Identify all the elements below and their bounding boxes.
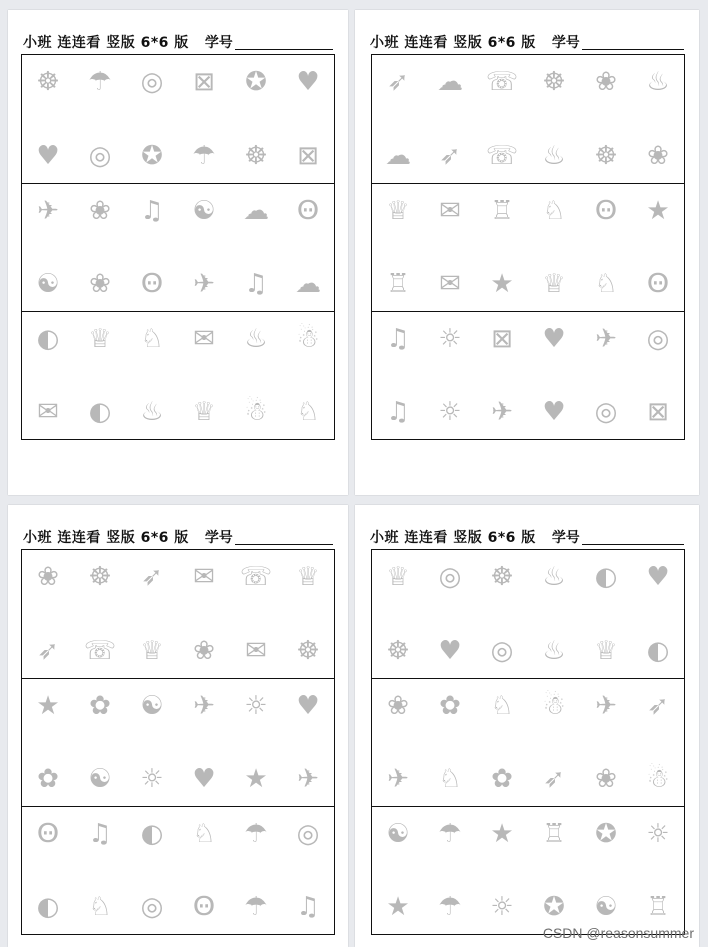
matching-section — [22, 678, 334, 806]
halfmoon-icon[interactable]: ◐ — [88, 397, 112, 427]
icon-row-bottom — [376, 634, 680, 668]
heart-icon[interactable]: ♥ — [438, 636, 462, 666]
flower-icon[interactable]: ❀ — [89, 269, 111, 299]
umbrella-icon[interactable]: ☂ — [244, 892, 268, 922]
note-icon[interactable]: ♫ — [296, 892, 320, 922]
arrow-icon[interactable]: ➶ — [37, 636, 59, 666]
wheel-icon[interactable]: ☸ — [88, 562, 112, 592]
star-badge-icon[interactable]: ✪ — [595, 819, 617, 849]
note-icon[interactable]: ♫ — [88, 819, 112, 849]
sun-icon[interactable]: ☼ — [490, 892, 514, 922]
mail-icon[interactable]: ✉ — [439, 196, 461, 226]
flower-icon[interactable]: ❀ — [647, 141, 669, 171]
worksheet-header — [23, 30, 333, 52]
icon-row-top — [26, 817, 330, 851]
crown-icon[interactable]: ♕ — [542, 269, 566, 299]
icon-row-top — [26, 194, 330, 228]
wheel-icon[interactable]: ☸ — [542, 67, 566, 97]
icon-row-bottom — [376, 395, 680, 429]
matching-grid — [371, 549, 685, 935]
star-icon[interactable]: ★ — [36, 691, 60, 721]
matching-section — [372, 550, 684, 678]
ring-icon[interactable]: ◎ — [646, 324, 670, 354]
star-icon[interactable]: ★ — [490, 819, 514, 849]
halfmoon-icon[interactable]: ◐ — [594, 562, 618, 592]
sun-icon[interactable]: ☼ — [244, 691, 268, 721]
snowman-icon[interactable]: ☃ — [296, 324, 320, 354]
halfmoon-icon[interactable]: ◐ — [36, 324, 60, 354]
icon-row-bottom — [26, 139, 330, 173]
knight-icon[interactable]: ♘ — [594, 269, 618, 299]
star-badge-icon[interactable]: ✪ — [543, 892, 565, 922]
ring-icon[interactable]: ◎ — [296, 819, 320, 849]
matching-section — [22, 806, 334, 934]
student-id-label: 学号 — [204, 530, 233, 546]
icon-row-top — [376, 322, 680, 356]
matching-section — [22, 311, 334, 439]
worksheet-header — [370, 525, 684, 547]
cloud-icon[interactable]: ☁ — [385, 141, 411, 171]
phone-icon[interactable]: ☏ — [83, 636, 117, 666]
plane-icon[interactable]: ✈ — [193, 269, 215, 299]
halfmoon-icon[interactable]: ◐ — [36, 892, 60, 922]
flower2-icon[interactable]: ✿ — [37, 764, 59, 794]
hotspring-icon[interactable]: ♨ — [140, 397, 164, 427]
icon-row-bottom — [376, 139, 680, 173]
heart-icon[interactable]: ♥ — [192, 764, 216, 794]
plane-icon[interactable]: ✈ — [491, 397, 513, 427]
worksheet-title: 小班 连连看 竖版 6*6 版 — [370, 35, 536, 51]
umbrella-icon[interactable]: ☂ — [192, 141, 216, 171]
matching-section — [372, 806, 684, 934]
flower2-icon[interactable]: ✿ — [491, 764, 513, 794]
sun-icon[interactable]: ☼ — [438, 324, 462, 354]
note-icon[interactable]: ♫ — [140, 196, 164, 226]
icon-row-top — [26, 560, 330, 594]
plane-icon[interactable]: ✈ — [193, 691, 215, 721]
flower2-icon[interactable]: ✿ — [439, 691, 461, 721]
snowman-icon[interactable]: ☃ — [244, 397, 268, 427]
knight-icon[interactable]: ♘ — [88, 892, 112, 922]
watermark: CSDN @reasonsummer — [542, 925, 694, 941]
box-icon[interactable]: ⊠ — [491, 324, 513, 354]
flower-icon[interactable]: ❀ — [193, 636, 215, 666]
plane-icon[interactable]: ✈ — [297, 764, 319, 794]
icon-row-bottom — [26, 762, 330, 796]
icon-row-bottom — [26, 395, 330, 429]
wheel-icon[interactable]: ☸ — [490, 562, 514, 592]
note-icon[interactable]: ♫ — [386, 397, 410, 427]
hotspring-icon[interactable]: ♨ — [542, 141, 566, 171]
matching-section — [372, 678, 684, 806]
mail-icon[interactable]: ✉ — [439, 269, 461, 299]
knight-icon[interactable]: ♘ — [438, 764, 462, 794]
worksheet-page-3 — [8, 505, 348, 947]
heart-icon[interactable]: ♥ — [542, 397, 566, 427]
icon-row-top — [26, 65, 330, 99]
icon-row-bottom — [26, 634, 330, 668]
wheel-icon[interactable]: ☸ — [594, 141, 618, 171]
umbrella-icon[interactable]: ☂ — [438, 892, 462, 922]
knot-icon[interactable]: Ꙫ — [192, 892, 216, 922]
wheel-icon[interactable]: ☸ — [386, 636, 410, 666]
star-icon[interactable]: ★ — [386, 892, 410, 922]
phone-icon[interactable]: ☏ — [485, 141, 519, 171]
rook-icon[interactable]: ♖ — [490, 196, 514, 226]
knot-icon[interactable]: Ꙫ — [646, 269, 670, 299]
hotspring-icon[interactable]: ♨ — [542, 562, 566, 592]
rook-icon[interactable]: ♖ — [386, 269, 410, 299]
heart-icon[interactable]: ♥ — [646, 562, 670, 592]
hotspring-icon[interactable]: ♨ — [244, 324, 268, 354]
icon-row-top — [376, 560, 680, 594]
crown-icon[interactable]: ♕ — [594, 636, 618, 666]
icon-row-top — [376, 689, 680, 723]
student-id-label: 学号 — [551, 35, 580, 51]
plane-icon[interactable]: ✈ — [387, 764, 409, 794]
knight-icon[interactable]: ♘ — [192, 819, 216, 849]
flower-icon[interactable]: ❀ — [37, 562, 59, 592]
matching-grid — [21, 54, 335, 440]
student-id-blank[interactable] — [582, 49, 684, 50]
worksheet-title: 小班 连连看 竖版 6*6 版 — [23, 530, 189, 546]
phone-icon[interactable]: ☏ — [485, 67, 519, 97]
ring-icon[interactable]: ◎ — [594, 397, 618, 427]
note-icon[interactable]: ♫ — [244, 269, 268, 299]
umbrella-icon[interactable]: ☂ — [438, 819, 462, 849]
matching-section — [22, 183, 334, 311]
mail-icon[interactable]: ✉ — [37, 397, 59, 427]
ring-icon[interactable]: ◎ — [490, 636, 514, 666]
halfmoon-icon[interactable]: ◐ — [140, 819, 164, 849]
worksheet-title: 小班 连连看 竖版 6*6 版 — [23, 35, 189, 51]
icon-row-bottom — [376, 267, 680, 301]
yinyang-icon[interactable]: ☯ — [386, 819, 410, 849]
yinyang-icon[interactable]: ☯ — [140, 691, 164, 721]
heart-icon[interactable]: ♥ — [296, 691, 320, 721]
arrow-icon[interactable]: ➶ — [439, 141, 461, 171]
plane-icon[interactable]: ✈ — [37, 196, 59, 226]
worksheet-header — [370, 30, 684, 52]
crown-icon[interactable]: ♕ — [386, 196, 410, 226]
matching-section — [22, 550, 334, 678]
knot-icon[interactable]: Ꙫ — [296, 196, 320, 226]
star-icon[interactable]: ★ — [646, 196, 670, 226]
knot-icon[interactable]: Ꙫ — [36, 819, 60, 849]
star-badge-icon[interactable]: ✪ — [141, 141, 163, 171]
icon-row-bottom — [376, 890, 680, 924]
matching-section — [372, 311, 684, 439]
flower2-icon[interactable]: ✿ — [89, 691, 111, 721]
student-id-label: 学号 — [204, 35, 233, 51]
crown-icon[interactable]: ♕ — [88, 324, 112, 354]
crown-icon[interactable]: ♕ — [386, 562, 410, 592]
worksheet-header — [23, 525, 333, 547]
matching-section — [372, 55, 684, 183]
icon-row-bottom — [26, 890, 330, 924]
matching-grid — [371, 54, 685, 440]
cloud-icon[interactable]: ☁ — [243, 196, 269, 226]
ring-icon[interactable]: ◎ — [438, 562, 462, 592]
heart-icon[interactable]: ♥ — [542, 324, 566, 354]
heart-icon[interactable]: ♥ — [36, 141, 60, 171]
yinyang-icon[interactable]: ☯ — [88, 764, 112, 794]
star-icon[interactable]: ★ — [490, 269, 514, 299]
hotspring-icon[interactable]: ♨ — [542, 636, 566, 666]
knot-icon[interactable]: Ꙫ — [140, 269, 164, 299]
icon-row-bottom — [26, 267, 330, 301]
arrow-icon[interactable]: ➶ — [387, 67, 409, 97]
crown-icon[interactable]: ♕ — [296, 562, 320, 592]
sun-icon[interactable]: ☼ — [140, 764, 164, 794]
box-icon[interactable]: ⊠ — [297, 141, 319, 171]
hotspring-icon[interactable]: ♨ — [646, 67, 670, 97]
rook-icon[interactable]: ♖ — [542, 819, 566, 849]
arrow-icon[interactable]: ➶ — [647, 691, 669, 721]
matching-section — [372, 183, 684, 311]
flower-icon[interactable]: ❀ — [595, 764, 617, 794]
yinyang-icon[interactable]: ☯ — [192, 196, 216, 226]
halfmoon-icon[interactable]: ◐ — [646, 636, 670, 666]
knight-icon[interactable]: ♘ — [542, 196, 566, 226]
flower-icon[interactable]: ❀ — [89, 196, 111, 226]
ring-icon[interactable]: ◎ — [140, 67, 164, 97]
student-id-blank[interactable] — [235, 544, 333, 545]
arrow-icon[interactable]: ➶ — [543, 764, 565, 794]
wheel-icon[interactable]: ☸ — [296, 636, 320, 666]
worksheet-page-1 — [8, 10, 348, 495]
matching-section — [22, 55, 334, 183]
phone-icon[interactable]: ☏ — [239, 562, 273, 592]
mail-icon[interactable]: ✉ — [193, 562, 215, 592]
knight-icon[interactable]: ♘ — [140, 324, 164, 354]
icon-row-top — [376, 194, 680, 228]
icon-row-top — [26, 322, 330, 356]
icon-row-bottom — [376, 762, 680, 796]
mail-icon[interactable]: ✉ — [193, 324, 215, 354]
worksheet-page-2 — [355, 10, 699, 495]
plane-icon[interactable]: ✈ — [595, 691, 617, 721]
umbrella-icon[interactable]: ☂ — [244, 819, 268, 849]
crown-icon[interactable]: ♕ — [192, 397, 216, 427]
mail-icon[interactable]: ✉ — [245, 636, 267, 666]
knot-icon[interactable]: Ꙫ — [594, 196, 618, 226]
worksheet-title: 小班 连连看 竖版 6*6 版 — [370, 530, 536, 546]
sun-icon[interactable]: ☼ — [646, 819, 670, 849]
plane-icon[interactable]: ✈ — [595, 324, 617, 354]
crown-icon[interactable]: ♕ — [140, 636, 164, 666]
box-icon[interactable]: ⊠ — [193, 67, 215, 97]
icon-row-top — [376, 817, 680, 851]
matching-grid — [21, 549, 335, 935]
wheel-icon[interactable]: ☸ — [244, 141, 268, 171]
flower-icon[interactable]: ❀ — [387, 691, 409, 721]
heart-icon[interactable]: ♥ — [296, 67, 320, 97]
snowman-icon[interactable]: ☃ — [646, 764, 670, 794]
note-icon[interactable]: ♫ — [386, 324, 410, 354]
wheel-icon[interactable]: ☸ — [36, 67, 60, 97]
cloud-icon[interactable]: ☁ — [295, 269, 321, 299]
star-badge-icon[interactable]: ✪ — [245, 67, 267, 97]
knight-icon[interactable]: ♘ — [296, 397, 320, 427]
yinyang-icon[interactable]: ☯ — [594, 892, 618, 922]
rook-icon[interactable]: ♖ — [646, 892, 670, 922]
umbrella-icon[interactable]: ☂ — [88, 67, 112, 97]
student-id-label: 学号 — [551, 530, 580, 546]
icon-row-top — [376, 65, 680, 99]
sun-icon[interactable]: ☼ — [438, 397, 462, 427]
worksheet-page-4 — [355, 505, 699, 947]
cloud-icon[interactable]: ☁ — [437, 67, 463, 97]
student-id-blank[interactable] — [235, 49, 333, 50]
box-icon[interactable]: ⊠ — [647, 397, 669, 427]
student-id-blank[interactable] — [582, 544, 684, 545]
knight-icon[interactable]: ♘ — [490, 691, 514, 721]
flower-icon[interactable]: ❀ — [595, 67, 617, 97]
ring-icon[interactable]: ◎ — [140, 892, 164, 922]
icon-row-top — [26, 689, 330, 723]
snowman-icon[interactable]: ☃ — [542, 691, 566, 721]
star-icon[interactable]: ★ — [244, 764, 268, 794]
arrow-icon[interactable]: ➶ — [141, 562, 163, 592]
yinyang-icon[interactable]: ☯ — [36, 269, 60, 299]
ring-icon[interactable]: ◎ — [88, 141, 112, 171]
